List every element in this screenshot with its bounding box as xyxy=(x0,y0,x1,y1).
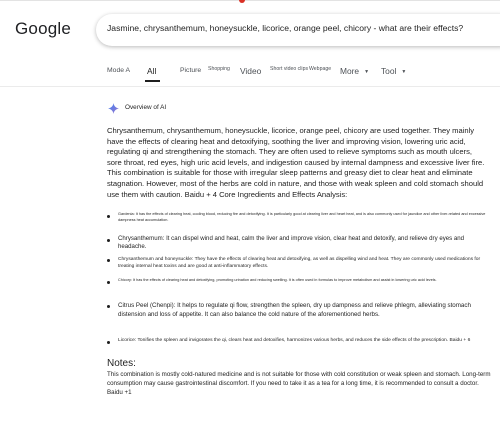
tab-mode-a[interactable]: Mode A xyxy=(107,67,131,74)
list-item-text: Chicory: It has the effects of clearing heat and detoxifying, promoting urination and reducing swelling. It is often used in formulas to improve metabolism and assist in lowering uric acid levels. xyxy=(118,278,437,282)
google-logo[interactable]: Google xyxy=(15,19,72,38)
gemini-sparkle-icon xyxy=(108,103,119,114)
ai-overview-title: Overview of AI xyxy=(125,104,167,111)
tabs-divider xyxy=(0,86,500,87)
notes-text: This combination is mostly cold-natured medicine and is not suitable for those with cold constitution or weak spleen and stomach. Long-term consumption may cause gastrointestinal discomfort. If you need to take it as a tea for a long time, it is recommended to consult a doctor. Baidu +1 xyxy=(107,371,491,396)
list-item-text: Gardenia: It has the effects of clearing heat, cooling blood, reducing fire and detoxifying. It is particularly good at clearing liver and heart heat, and is also commonly used for jaundice and other liver-related and excessive dampness heat accumulation. xyxy=(118,212,486,222)
tab-webpage[interactable]: Webpage xyxy=(309,66,332,72)
bullet-dot xyxy=(107,215,110,218)
tab-more-label: More xyxy=(340,66,360,76)
loading-indicator xyxy=(239,0,245,3)
list-item-text: Citrus Peel (Chenpi): It helps to regulate qi flow, strengthen the spleen, dry up dampness and relieve phlegm, alleviating stomach distension and loss of appetite. It can also balance the cold nature of the aforementioned herbs. xyxy=(118,302,471,319)
list-item-text: Chrysanthemum: It can dispel wind and heat, calm the liver and improve vision, clear heat and detoxify, and relieve dry eyes and headache. xyxy=(118,235,465,250)
bullet-dot xyxy=(107,341,110,344)
chevron-down-icon: ▼ xyxy=(401,69,407,75)
ai-overview-summary: Chrysanthemum, chrysanthemum, honeysuckle, licorice, orange peel, chicory are used together. They mainly have the effects of clearing heat and detoxifying, soothing the liver and improving vision, lowering uric acid, regulating qi and strengthening the stomach. They are often used to relieve symptoms such as mouth ulcers, sore throat, red eyes, high uric acid levels, and indigestion caused by internal dampness and excessive liver fire. This combination is suitable for those with irregular sleep patterns and greasy diet to clear heat and eliminate stagnation. However, most of the herbs are cold in nature, and those with weak spleen and cold stomach should use them with caution. Baidu + 4 Core Ingredients and Effects Analysis: xyxy=(107,126,485,199)
tab-tool[interactable] xyxy=(381,62,406,81)
search-input[interactable]: Jasmine, chrysanthemum, honeysuckle, licorice, orange peel, chicory - what are their effects? xyxy=(107,23,464,33)
tab-picture[interactable]: Picture xyxy=(180,67,202,74)
bullet-dot xyxy=(107,259,110,262)
list-item-text: Licorice: Tonifies the spleen and invigorates the qi, clears heat and detoxifies, harmonizes various herbs, and reduces the side effects of the prescription. Baidu + 6 xyxy=(118,338,471,343)
notes-heading: Notes: xyxy=(107,358,136,369)
tab-more[interactable] xyxy=(340,62,369,81)
tab-video[interactable]: Video xyxy=(240,66,262,76)
tab-shopping[interactable]: Shopping xyxy=(208,66,230,72)
chevron-down-icon: ▼ xyxy=(364,69,370,75)
search-tabs xyxy=(0,62,500,82)
active-tab-indicator xyxy=(145,80,160,82)
bullet-dot xyxy=(107,281,110,284)
tab-short-video-clips[interactable]: Short video clips xyxy=(270,66,309,72)
tab-all[interactable]: All xyxy=(147,66,157,76)
bullet-dot xyxy=(107,305,110,308)
tab-tool-label: Tool xyxy=(381,66,397,76)
top-border xyxy=(0,0,500,1)
list-item-text: Chrysanthemum and honeysuckle: They have the effects of clearing heat and detoxifying, as well as dispelling wind and heat. They are commonly used medications for treating internal heat toxins and are good at anti-inflammatory effects. xyxy=(118,257,481,270)
bullet-dot xyxy=(107,239,110,242)
search-box[interactable] xyxy=(96,14,500,46)
